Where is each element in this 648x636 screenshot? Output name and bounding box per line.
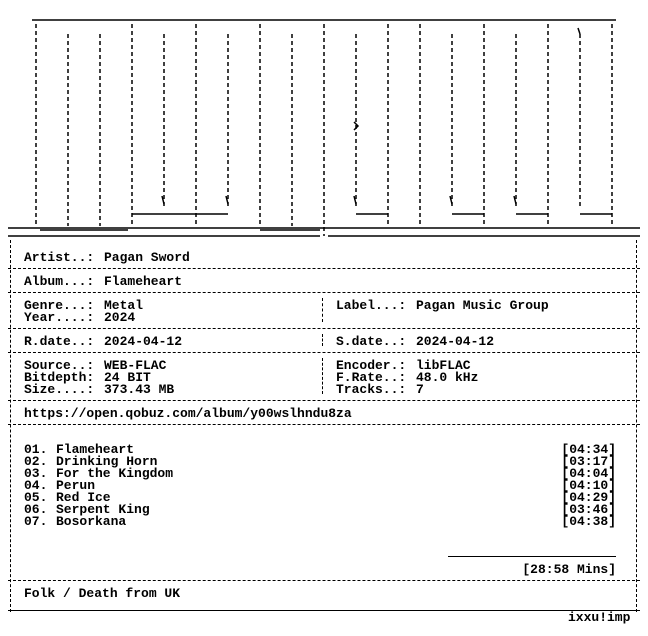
label-value: Pagan Music Group [416,298,549,313]
rdate-label: R.date..: [24,334,95,349]
track-duration: [04:34] [561,442,616,457]
encoder-value: libFLAC [416,358,471,373]
divider [8,328,640,329]
sdate-value: 2024-04-12 [416,334,495,349]
encoder-label: Encoder.: [336,358,407,373]
bitdepth-value: 24 BIT [104,370,151,385]
signature: ixxu!imp [568,610,631,625]
column-divider [322,298,323,322]
track-duration: [03:17] [561,454,616,469]
divider [8,268,640,269]
album-value: Flameheart [104,274,183,289]
tracks-value: 7 [416,382,424,397]
box-left-border [10,240,11,612]
track-number: 07. [24,514,48,529]
track-duration: [03:46] [561,502,616,517]
ascii-logo [0,0,648,240]
track-duration: [04:38] [561,514,616,529]
column-divider [322,358,323,394]
total-underline [448,556,616,557]
tracks-label: Tracks..: [336,382,407,397]
album-url[interactable]: https://open.qobuz.com/album/y00wslhndu8za [24,406,352,421]
track-duration: [04:04] [561,466,616,481]
track-title: Perun [56,478,96,493]
track-number: 06. [24,502,48,517]
track-number: 05. [24,490,48,505]
source-label: Source..: [24,358,95,373]
track-title: Flameheart [56,442,135,457]
divider [8,580,640,581]
divider [8,424,640,425]
divider [8,352,640,353]
track-title: Drinking Horn [56,454,158,469]
year-label: Year....: [24,310,95,325]
artist-value: Pagan Sword [104,250,190,265]
track-number: 01. [24,442,48,457]
divider [8,610,640,611]
frate-label: F.Rate..: [336,370,407,385]
divider [8,292,640,293]
bitdepth-label: Bitdepth: [24,370,95,385]
box-right-border [636,240,637,612]
footer-text: Folk / Death from UK [24,586,181,601]
frate-value: 48.0 kHz [416,370,479,385]
label-label: Label...: [336,298,407,313]
track-duration: [04:29] [561,490,616,505]
size-value: 373.43 MB [104,382,175,397]
total-duration: [28:58 Mins] [522,562,616,577]
track-number: 04. [24,478,48,493]
genre-label: Genre...: [24,298,95,313]
album-label: Album...: [24,274,95,289]
track-number: 03. [24,466,48,481]
track-duration: [04:10] [561,478,616,493]
track-title: Bosorkana [56,514,127,529]
rdate-value: 2024-04-12 [104,334,183,349]
sdate-label: S.date..: [336,334,407,349]
genre-value: Metal [104,298,144,313]
source-value: WEB-FLAC [104,358,167,373]
artist-label: Artist..: [24,250,95,265]
track-number: 02. [24,454,48,469]
track-title: Serpent King [56,502,150,517]
column-divider [322,334,323,346]
size-label: Size....: [24,382,95,397]
track-title: For the Kingdom [56,466,174,481]
divider [8,400,640,401]
track-title: Red Ice [56,490,111,505]
year-value: 2024 [104,310,136,325]
